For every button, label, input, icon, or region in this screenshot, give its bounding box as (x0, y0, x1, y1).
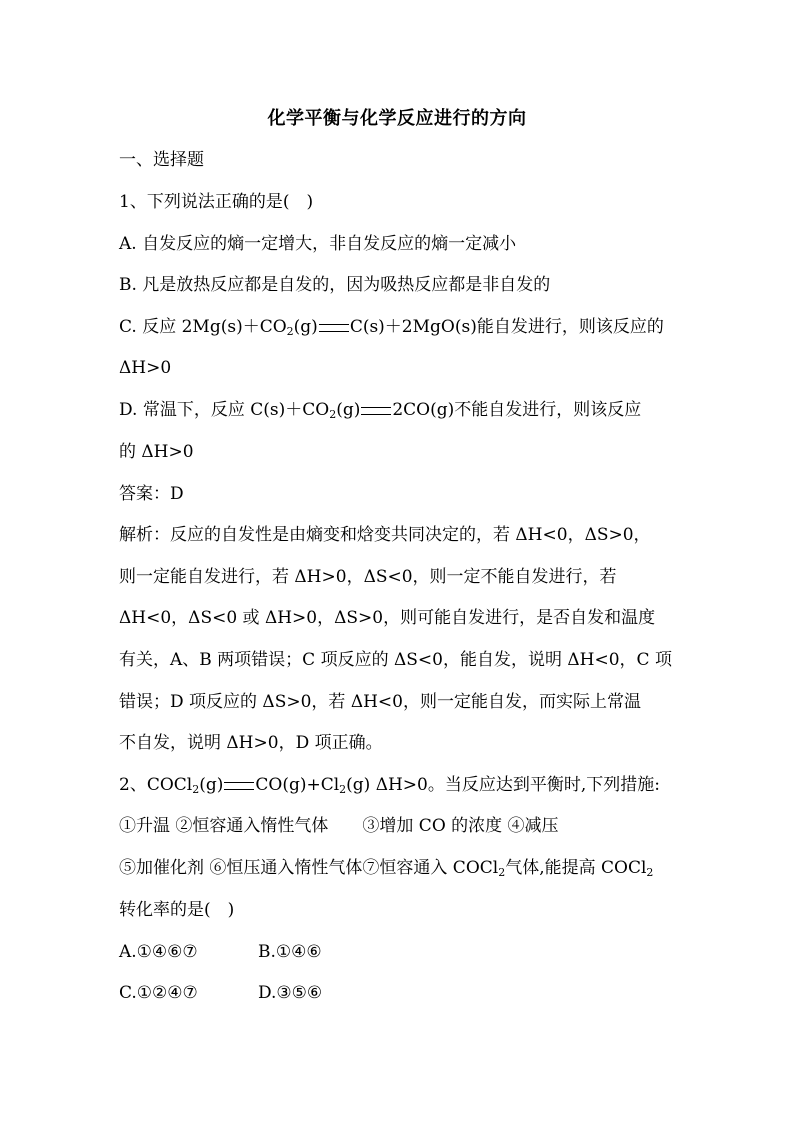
page-title: 化学平衡与化学反应进行的方向 (267, 108, 527, 129)
equilibrium-sign-icon (361, 407, 391, 415)
q1-option-c: C. 反应 $2Mg(s)+CO_2(g)$ C(s)＋2MgO(s)能自发进行，则该反应的 (119, 317, 664, 338)
q1-analysis-line: 解析：反应的自发性是由熵变和焓变共同决定的，若 ΔH<0，ΔS>0， (119, 525, 651, 545)
q1-option-d-cont: 的 ΔH>0 (119, 442, 194, 462)
equilibrium-sign-icon (224, 782, 254, 790)
q2-measures-line: ⑤加催化剂 ⑥恒压通入惰性气体⑦恒容通入 COCl$_2$气体,能提高 COCl$_2$ (119, 858, 654, 879)
q1-analysis-line: 则一定能自发进行，若 ΔH>0，ΔS<0，则一定不能自发进行，若 (119, 567, 617, 587)
q2-option-b: B.①④⑥ (258, 942, 322, 962)
q1-option-a: A. 自发反应的熵一定增大，非自发反应的熵一定减小 (119, 234, 517, 254)
q1-analysis-line: 不自发，说明 ΔH>0，D 项正确。 (119, 733, 383, 753)
equals-sign-icon (319, 324, 349, 332)
q1-option-d: D. 常温下，反应 $C(s)+CO_2(g)$ 2CO(g)不能自发进行，则该反应 (119, 400, 642, 421)
q1-answer: 答案：D (119, 484, 184, 504)
q1-stem: 1、下列说法正确的是( ) (119, 192, 314, 212)
q2-option-c: C.①②④⑦ (119, 983, 198, 1003)
q1-analysis-line: 错误；D 项反应的 ΔS>0，若 ΔH<0，则一定能自发，而实际上常温 (119, 692, 641, 712)
q2-option-d: D.③⑤⑥ (258, 983, 323, 1003)
q1-analysis-line: ΔH<0，ΔS<0 或 ΔH>0，ΔS>0，则可能自发进行，是否自发和温度 (119, 608, 656, 628)
section-heading: 一、选择题 (119, 150, 204, 170)
q2-option-a: A.①④⑥⑦ (119, 942, 198, 962)
q2-stem-end: 转化率的是( ) (119, 900, 235, 920)
q1-option-c-cont: ΔH>0 (119, 358, 172, 378)
q1-analysis-line: 有关，A、B 两项错误；C 项反应的 ΔS<0，能自发，说明 ΔH<0，C 项 (119, 650, 672, 670)
q1-option-b: B. 凡是放热反应都是自发的，因为吸热反应都是非自发的 (119, 275, 551, 295)
q2-stem: 2、COCl$_2$(g) $CO(g)+Cl_2(g)$ ΔH>0。当反应达到平衡时,下列措施: (119, 775, 660, 796)
q2-measures-line: ①升温 ②恒容通入惰性气体 ③增加 CO 的浓度 ④减压 (119, 816, 559, 836)
